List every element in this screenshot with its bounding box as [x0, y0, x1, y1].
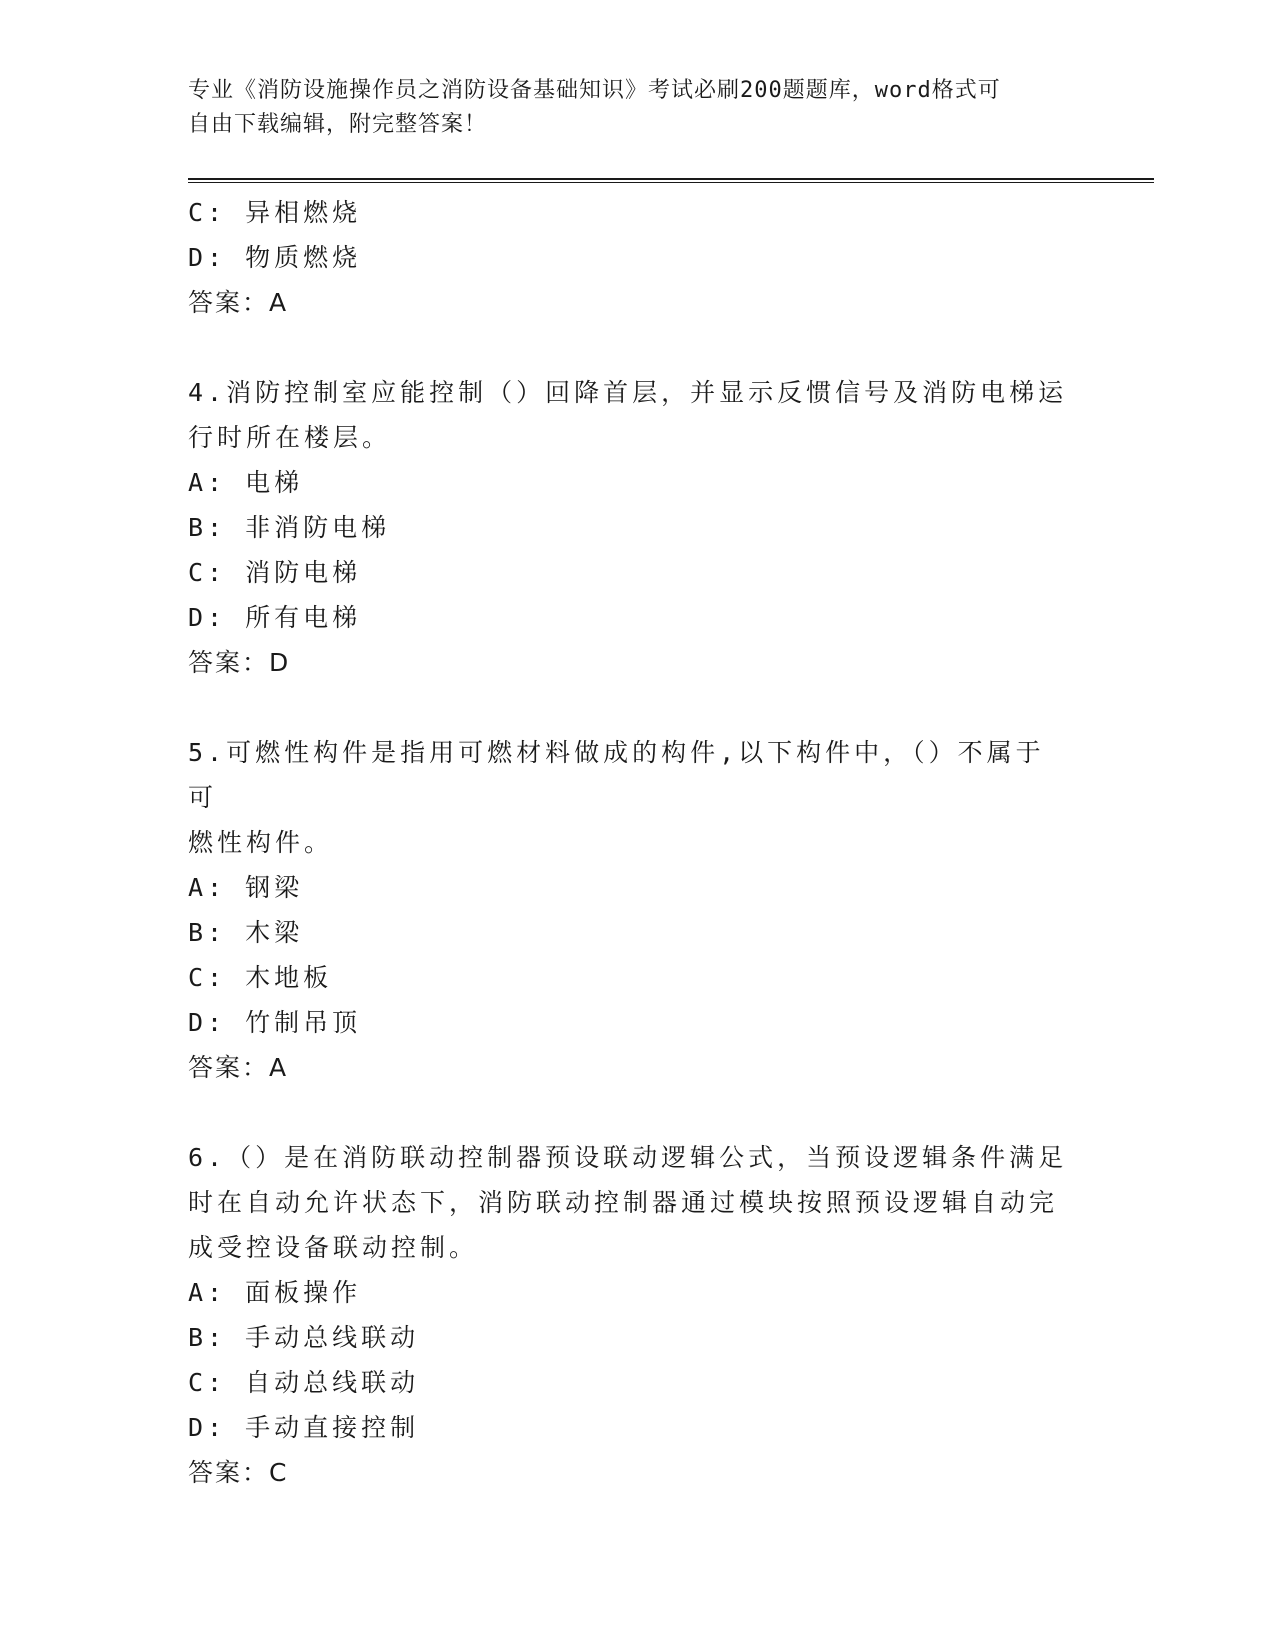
question-stem-line: 4.消防控制室应能控制（）回降首层，并显示反惯信号及消防电梯运	[188, 378, 1068, 407]
question-stem-line: 6.（）是在消防联动控制器预设联动逻辑公式，当预设逻辑条件满足	[188, 1143, 1068, 1172]
option-d: D: 物质燃烧	[188, 243, 362, 272]
option-a: A: 面板操作	[188, 1278, 362, 1307]
question-block-6	[188, 1135, 1068, 1495]
option-c: C: 消防电梯	[188, 558, 362, 587]
answer-line: 答案：A	[188, 288, 289, 317]
option-c: C: 自动总线联动	[188, 1368, 420, 1397]
question-block-5	[188, 730, 1068, 1090]
option-c: C: 异相燃烧	[188, 198, 362, 227]
option-d: D: 竹制吊顶	[188, 1008, 362, 1037]
question-block-4	[188, 370, 1068, 685]
question-stem-line: 燃性构件。	[188, 828, 334, 857]
option-d: D: 所有电梯	[188, 603, 362, 632]
option-c: C: 木地板	[188, 963, 333, 992]
answer-line: 答案：C	[188, 1458, 289, 1487]
header-title-line-2: 自由下载编辑，附完整答案！	[188, 112, 488, 137]
answer-line: 答案：A	[188, 1053, 289, 1082]
option-b: B: 木梁	[188, 918, 304, 947]
question-stem-line: 时在自动允许状态下，消防联动控制器通过模块按照预设逻辑自动完	[188, 1188, 1059, 1217]
option-b: B: 手动总线联动	[188, 1323, 420, 1352]
spacer	[188, 325, 1068, 370]
option-b: B: 非消防电梯	[188, 513, 391, 542]
question-block-3-continued	[188, 190, 1068, 325]
question-stem-line: 行时所在楼层。	[188, 423, 392, 452]
document-header	[188, 74, 1068, 142]
question-stem-line: 5.可燃性构件是指用可燃材料做成的构件,以下构件中，（）不属于可	[188, 738, 1045, 812]
header-divider	[188, 178, 1154, 183]
option-d: D: 手动直接控制	[188, 1413, 420, 1442]
spacer	[188, 1090, 1068, 1135]
question-list	[188, 190, 1068, 1495]
option-a: A: 电梯	[188, 468, 304, 497]
question-stem-line: 成受控设备联动控制。	[188, 1233, 479, 1262]
answer-line: 答案：D	[188, 648, 291, 677]
header-title-line-1: 专业《消防设施操作员之消防设备基础知识》考试必刷200题题库，word格式可	[188, 78, 1001, 103]
spacer	[188, 685, 1068, 730]
option-a: A: 钢梁	[188, 873, 304, 902]
